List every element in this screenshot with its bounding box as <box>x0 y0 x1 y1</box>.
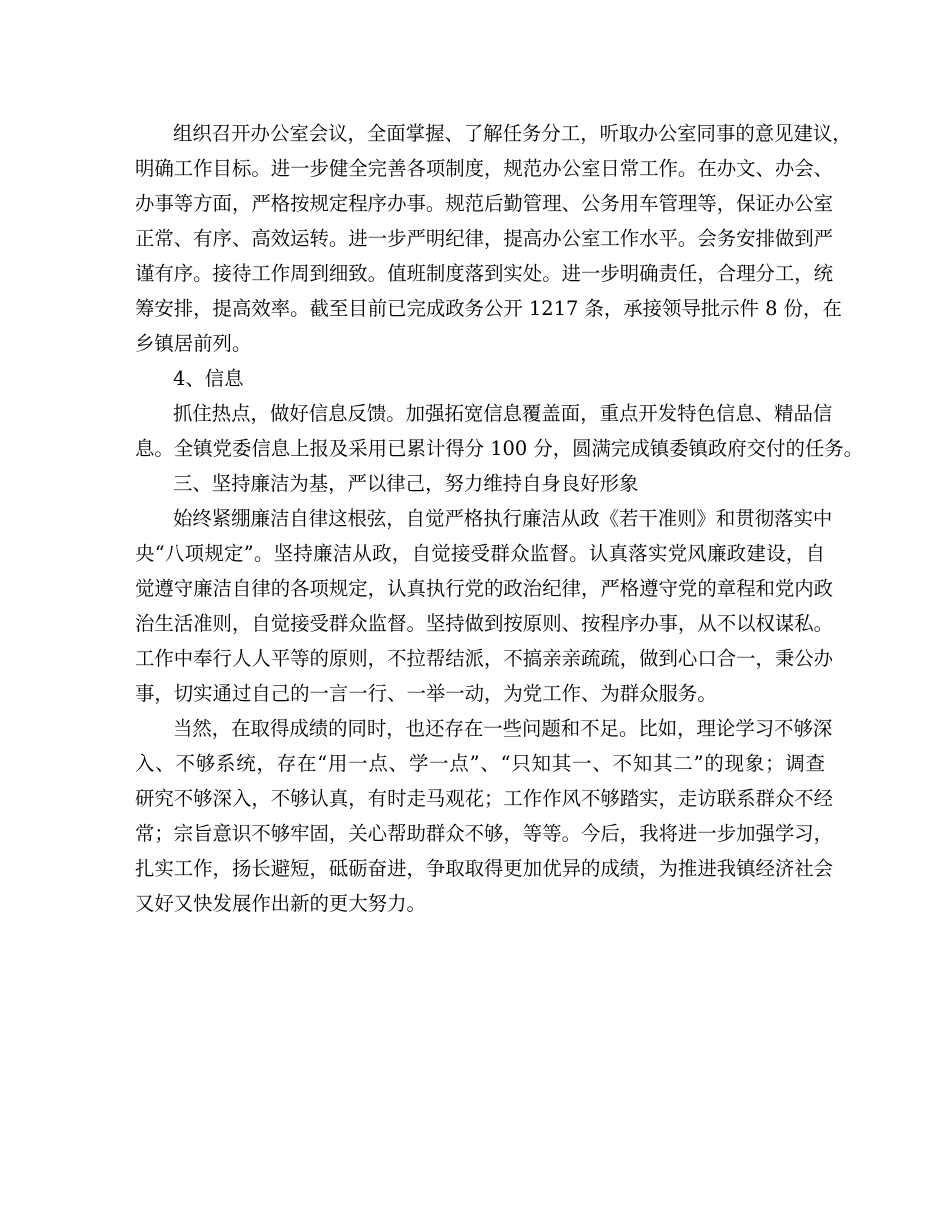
text-line: 扎实工作，扬长避短，砥砺奋进，争取取得更加优异的成绩，为推进我镇经济社会 <box>135 857 834 880</box>
text-line: 入、不够系统，存在“用一点、学一点”、“只知其一、不知其二”的现象；调查 <box>135 752 825 775</box>
text-line: 谨有序。接待工作周到细致。值班制度落到实处。进一步明确责任，合理分工，统 <box>135 262 834 285</box>
document-page <box>135 110 864 1120</box>
text-line: 当然，在取得成绩的同时，也还存在一些问题和不足。比如，理论学习不够深 <box>173 717 833 740</box>
text-line: 息。全镇党委信息上报及采用已累计得分 100 分，圆满完成镇委镇政府交付的任务。 <box>135 437 864 460</box>
text-line: 明确工作目标。进一步健全完善各项制度，规范办公室日常工作。在办文、办会、 <box>135 157 834 180</box>
section-heading: 4、信息 <box>173 367 244 390</box>
text-line: 工作中奉行人人平等的原则，不拉帮结派，不搞亲亲疏疏，做到心口合一，秉公办 <box>135 647 834 670</box>
text-line: 始终紧绷廉洁自律这根弦，自觉严格执行廉洁从政《若干准则》和贯彻落实中 <box>173 507 833 530</box>
text-line: 又好又快发展作出新的更大努力。 <box>135 892 426 915</box>
text-line: 办事等方面，严格按规定程序办事。规范后勤管理、公务用车管理等，保证办公室 <box>135 192 834 215</box>
text-line: 抓住热点，做好信息反馈。加强拓宽信息覆盖面，重点开发特色信息、精品信 <box>173 402 833 425</box>
section-heading: 三、坚持廉洁为基，严以律己，努力维持自身良好形象 <box>173 472 639 495</box>
text-line: 正常、有序、高效运转。进一步严明纪律，提高办公室工作水平。会务安排做到严 <box>135 227 834 250</box>
text-line: 组织召开办公室会议，全面掌握、了解任务分工，听取办公室同事的意见建议， <box>173 122 852 145</box>
text-line: 觉遵守廉洁自律的各项规定，认真执行党的政治纪律，严格遵守党的章程和党内政 <box>135 577 834 600</box>
text-line: 治生活准则，自觉接受群众监督。坚持做到按原则、按程序办事，从不以权谋私。 <box>135 612 834 635</box>
text-line: 常；宗旨意识不够牢固，关心帮助群众不够，等等。今后，我将进一步加强学习， <box>135 822 834 845</box>
text-line: 事，切实通过自己的一言一行、一举一动，为党工作、为群众服务。 <box>135 682 717 705</box>
text-line: 央“八项规定”。坚持廉洁从政，自觉接受群众监督。认真落实党风廉政建设，自 <box>135 542 825 565</box>
text-line: 筹安排，提高效率。截至目前已完成政务公开 1217 条，承接领导批示件 8 份，在 <box>135 297 842 320</box>
text-line: 研究不够深入，不够认真，有时走马观花；工作作风不够踏实，走访联系群众不经 <box>135 787 834 810</box>
text-line: 乡镇居前列。 <box>135 332 252 355</box>
